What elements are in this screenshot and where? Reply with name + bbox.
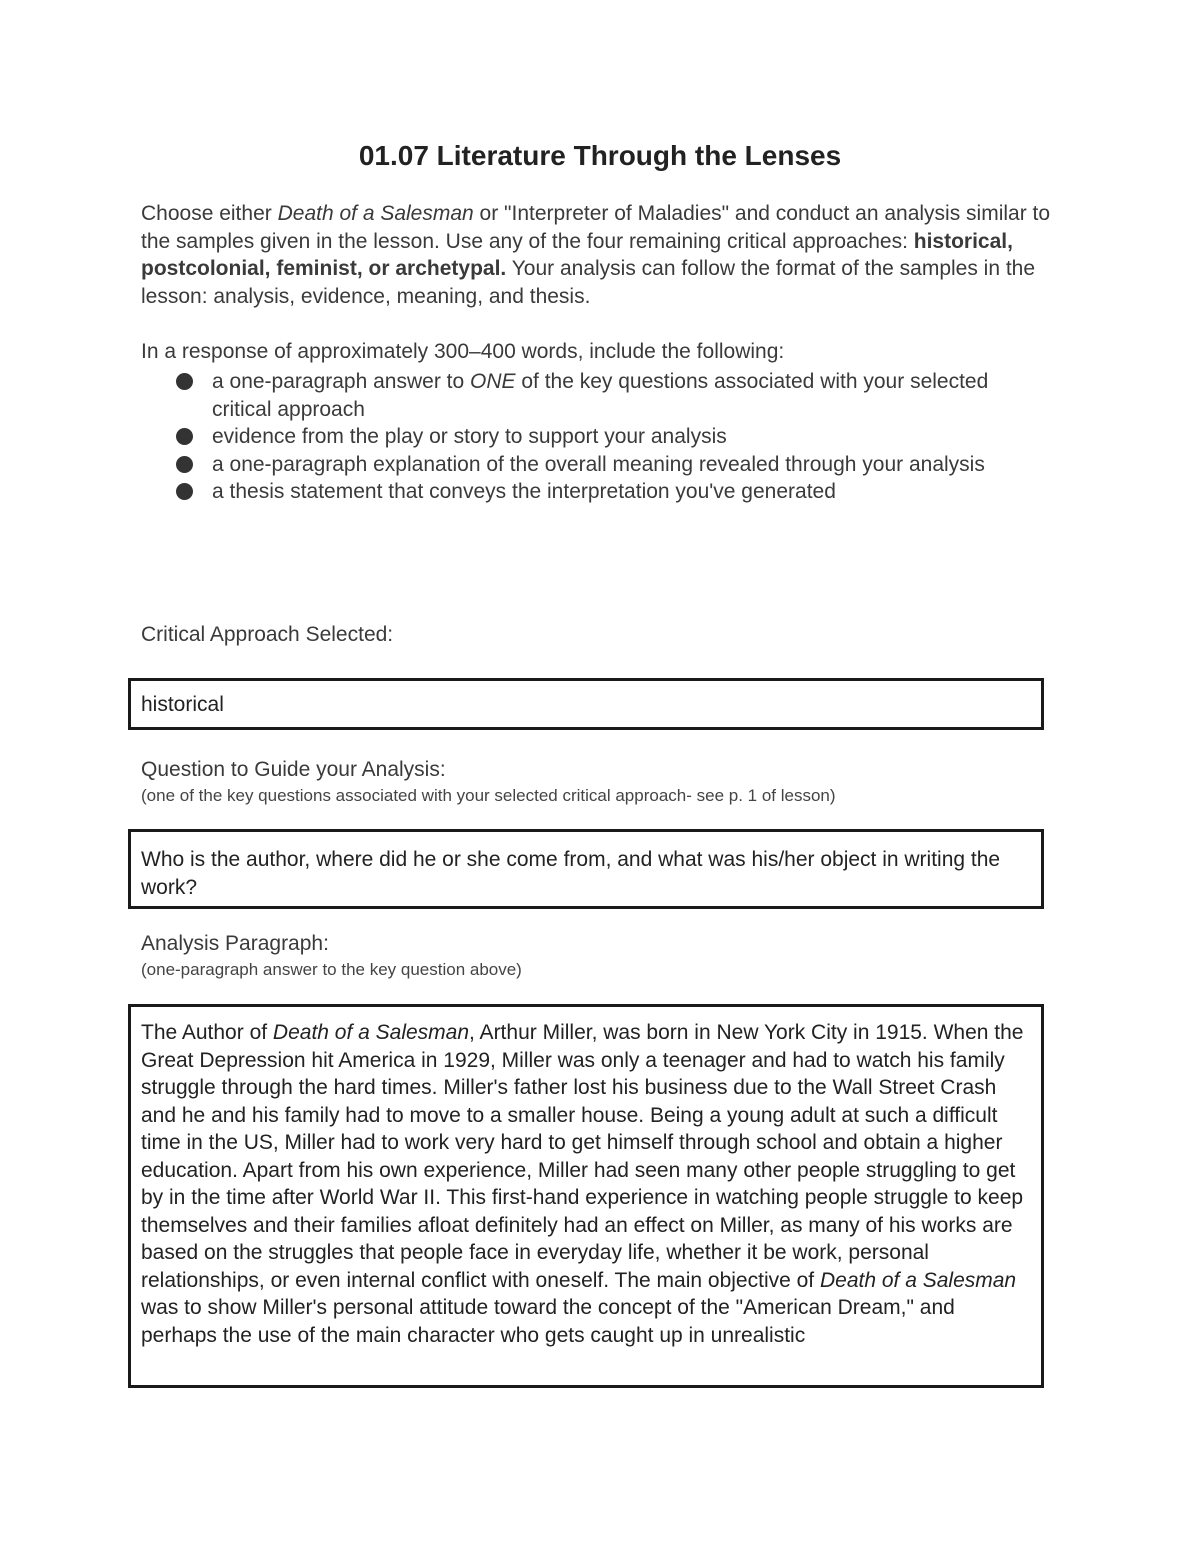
bullet-icon <box>176 456 193 473</box>
text-span: of the key questions associated with your selected critical approach <box>212 370 989 421</box>
text-span: a thesis statement that conveys the interpretation you've generated <box>212 480 836 503</box>
text-span: a one-paragraph explanation of the overall meaning revealed through your analysis <box>212 452 985 476</box>
approach-label: Critical Approach Selected: <box>141 623 394 646</box>
instructions-paragraph <box>141 200 1061 310</box>
text-span: Your analysis can follow the format of the samples in the lesson: analysis, evidence, meaning, and thesis. <box>141 257 1036 308</box>
work-title: Death of a Salesman <box>819 1268 1017 1292</box>
text-span: a one-paragraph answer to <box>212 370 470 393</box>
work-title: Death of a Salesman <box>272 1021 470 1044</box>
list-item <box>176 423 996 451</box>
instructions <box>141 200 1061 365</box>
analysis-sublabel: (one-paragraph answer to the key question above) <box>141 960 522 979</box>
approaches-list: historical, postcolonial, feminist, or archetypal. <box>141 229 1013 280</box>
requirements-intro: In a response of approximately 300–400 words, include the following: <box>141 339 785 363</box>
emphasis: ONE <box>470 370 516 393</box>
bullet-icon <box>176 483 193 500</box>
text-span: The Author of <box>141 1021 273 1044</box>
requirements-list <box>176 368 996 506</box>
list-item <box>176 478 996 506</box>
bullet-icon <box>176 373 193 390</box>
analysis-answer-field[interactable] <box>128 1004 1044 1388</box>
text-span: Choose either <box>141 202 278 225</box>
question-sublabel: (one of the key questions associated with your selected critical approach- see p. 1 of lesson) <box>141 786 836 805</box>
question-answer-field[interactable]: Who is the author, where did he or she come from, and what was his/her object in writing the work? <box>128 829 1044 909</box>
list-item <box>176 368 996 423</box>
question-label: Question to Guide your Analysis: <box>141 758 446 781</box>
work-title: Death of a Salesman <box>277 202 474 225</box>
list-item <box>176 451 996 479</box>
analysis-label: Analysis Paragraph: <box>141 932 329 955</box>
text-span: evidence from the play or story to support your analysis <box>212 425 727 448</box>
text-span: , Arthur Miller, was born in New York City in 1915. When the Great Depression hit America in 1929, Miller was only a teenager and had to watch his family struggle through the hard times. Miller's father lost his business due to the Wall Street Crash and he and his family had to move to a smaller house. Being a young adult at such a difficult time in the US, Miller had to work very hard to get himself through school and obtain a higher education. Apart from his own experience, Miller had seen many other people struggling to get by in the time after World War II. This first-hand experience in watching people struggle to keep themselves and their families afloat definitely had an effect on Miller, as many of his works are based on the struggles that people face in everyday life, whether it be work, personal relationships, or even internal conflict with oneself. The main objective of <box>141 1021 1024 1292</box>
text-span: was to show Miller's personal attitude toward the concept of the "American Dream," and perhaps the use of the main character who gets caught up in unrealistic <box>141 1296 955 1347</box>
approach-answer-field[interactable]: historical <box>128 678 1044 730</box>
page-title: 01.07 Literature Through the Lenses <box>358 140 842 171</box>
bullet-icon <box>176 428 193 445</box>
text-span: or "Interpreter of Maladies" and conduct an analysis similar to the samples given in the lesson. Use any of the four remaining critical approaches: <box>141 202 1051 253</box>
